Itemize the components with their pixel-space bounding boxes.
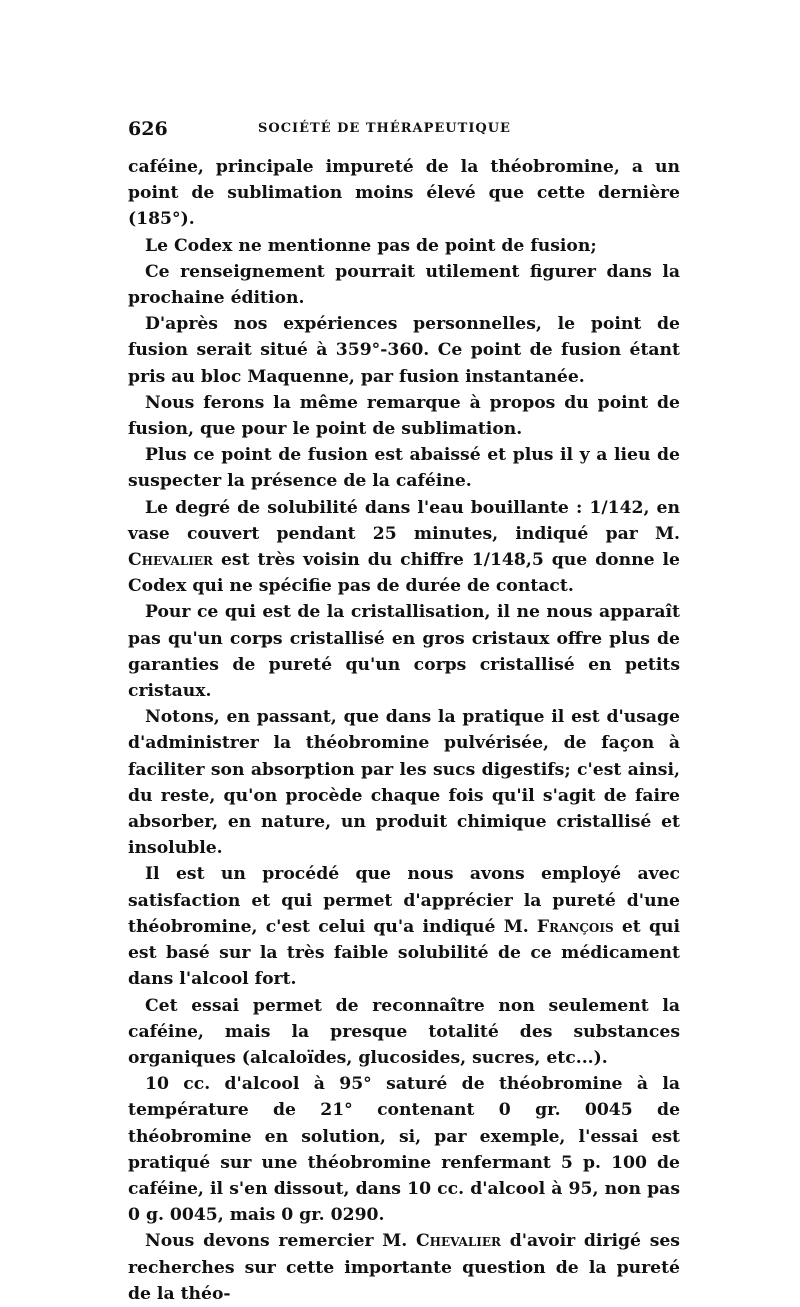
author-name: Chevalier bbox=[128, 550, 214, 571]
body-text bbox=[128, 154, 680, 1307]
author-name: François bbox=[536, 916, 614, 937]
paragraph-text: est très voisin du chiffre 1/148,5 que donne le Codex qui ne spécifie pas de durée de contact. bbox=[128, 550, 680, 597]
paragraph bbox=[128, 861, 680, 992]
journal-title: SOCIÉTÉ DE THÉRAPEUTIQUE bbox=[258, 121, 511, 136]
paragraph bbox=[128, 599, 680, 704]
paragraph-text: et qui est basé sur la très faible solubilité de ce médicament dans l'alcool fort. bbox=[128, 916, 680, 990]
paragraph bbox=[128, 442, 680, 494]
paragraph-text: Le Codex ne mentionne pas de point de fusion; bbox=[145, 235, 597, 256]
paragraph-text: Nous ferons la même remarque à propos du point de fusion, que pour le point de sublimation. bbox=[128, 392, 680, 440]
paragraph-text: caféine, principale impureté de la théobromine, a un point de sublimation moins élevé que cette dernière (185°). bbox=[128, 157, 680, 230]
paragraph bbox=[128, 390, 680, 442]
paragraph-text: Le degré de solubilité dans l'eau bouillante : 1/142, en vase couvert pendant 25 minutes, indiqué par M. bbox=[128, 497, 680, 544]
book-page bbox=[128, 118, 680, 1307]
page-number: 626 bbox=[128, 118, 168, 140]
paragraph bbox=[128, 154, 680, 233]
paragraph-text: Ce renseignement pourrait utilement figurer dans la prochaine édition. bbox=[128, 261, 680, 309]
paragraph bbox=[128, 233, 680, 259]
paragraph bbox=[128, 704, 680, 861]
paragraph bbox=[128, 495, 680, 600]
paragraph-text: Il est un procédé que nous avons employé avec satisfaction et qui permet d'apprécier la pureté d'une théobromine, c'est celui qu'a indiqué M. bbox=[128, 864, 680, 937]
paragraph-text: Plus ce point de fusion est abaissé et plus il y a lieu de suspecter la présence de la caféine. bbox=[128, 445, 680, 492]
author-name: Chevalier bbox=[415, 1231, 501, 1252]
paragraph bbox=[128, 1228, 680, 1307]
paragraph-text: Pour ce qui est de la cristallisation, il ne nous apparaît pas qu'un corps cristallisé en gros cristaux offre plus de garanties de pureté qu'un corps cristallisé en petits cristaux. bbox=[128, 602, 680, 702]
running-head bbox=[128, 118, 680, 142]
paragraph bbox=[128, 993, 680, 1072]
paragraph bbox=[128, 259, 680, 311]
paragraph-text: Nous devons remercier M. bbox=[145, 1231, 416, 1252]
paragraph-text: 10 cc. d'alcool à 95° saturé de théobromine à la température de 21° contenant 0 gr. 0045 de théobromine en solution, si, par exemple, l'essai est pratiqué sur une théobromine renfermant 5 p. 100 de caféine, il s'en dissout, dans 10 cc. d'alcool à 95, non pas 0 g. 0045, mais 0 gr. 0290. bbox=[128, 1074, 680, 1226]
paragraph-text: Notons, en passant, que dans la pratique il est d'usage d'administrer la théobromine pulvérisée, de façon à faciliter son absorption par les sucs digestifs; c'est ainsi, du reste, qu'on procède chaque fois qu'il s'agit de faire absorber, en nature, un produit chimique cristallisé et insoluble. bbox=[128, 707, 680, 859]
paragraph-text: Cet essai permet de reconnaître non seulement la caféine, mais la presque totalité des substances organiques (alcaloïdes, glucosides, sucres, etc...). bbox=[128, 995, 680, 1068]
paragraph bbox=[128, 311, 680, 390]
paragraph bbox=[128, 1071, 680, 1228]
paragraph-text: d'avoir dirigé ses recherches sur cette importante question de la pureté de la théo- bbox=[128, 1231, 680, 1304]
paragraph-text: D'après nos expériences personnelles, le point de fusion serait situé à 359°-360. Ce point de fusion étant pris au bloc Maquenne, par fusion instantanée. bbox=[128, 314, 680, 387]
